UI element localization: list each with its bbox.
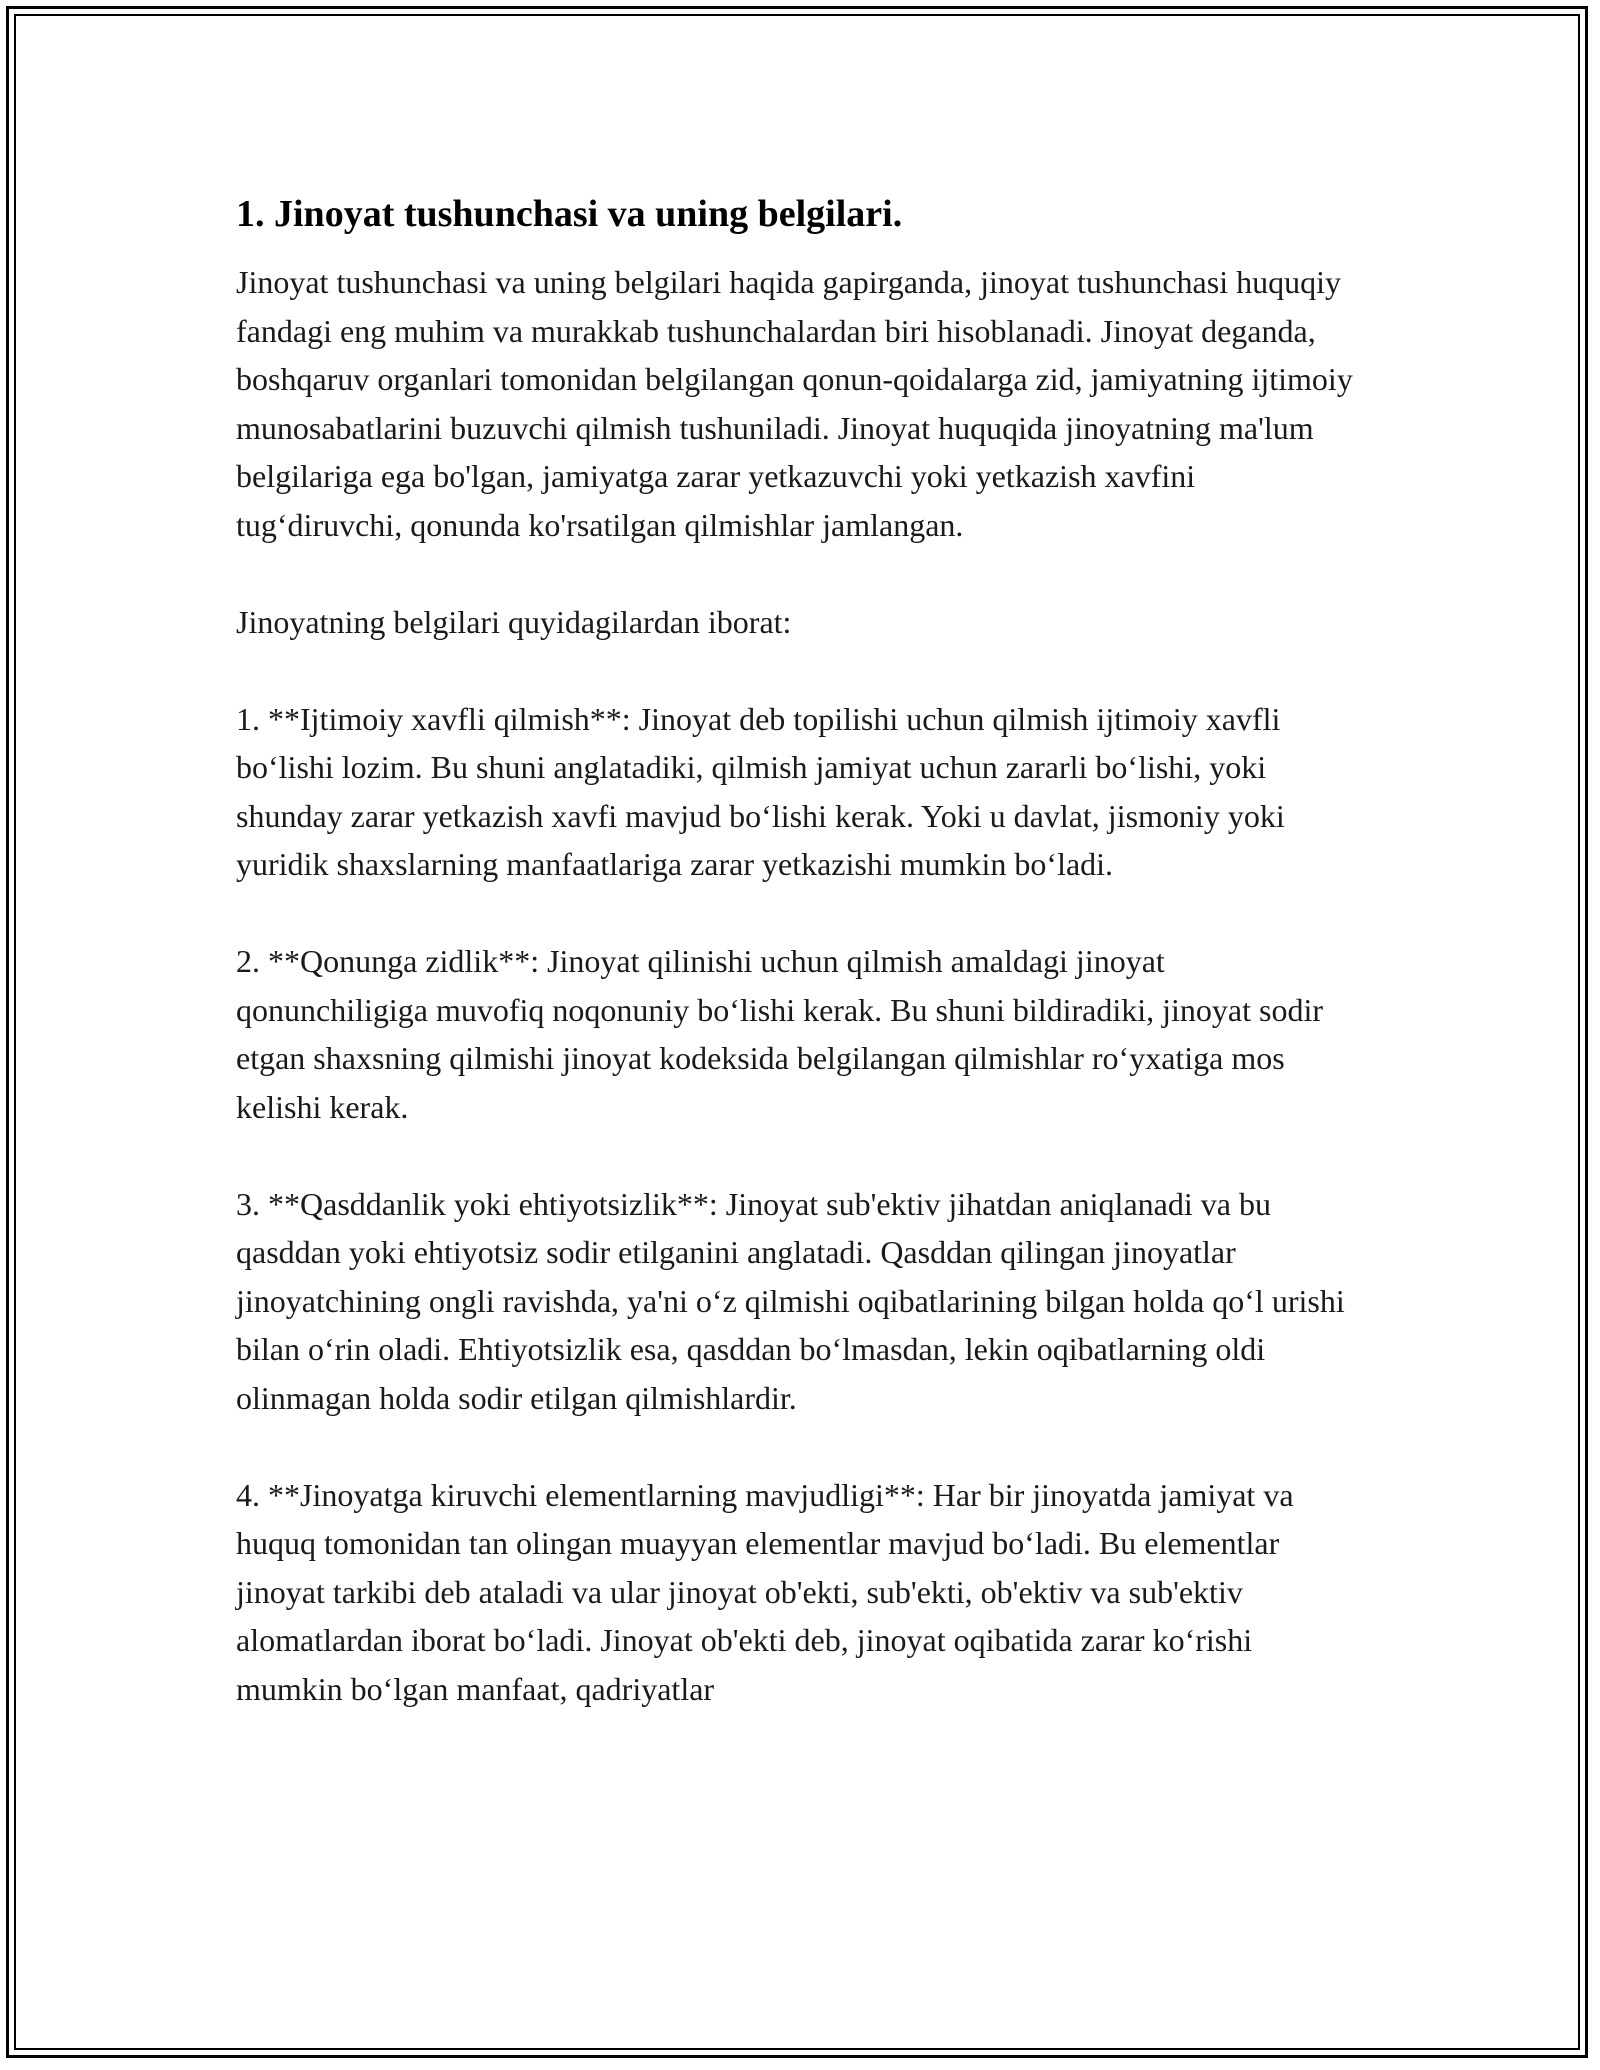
paragraph-list-intro: Jinoyatning belgilari quyidagilardan iborat: xyxy=(236,603,792,640)
document-body xyxy=(236,190,1356,1762)
paragraph-item-2: 2. **Qonunga zidlik**: Jinoyat qilinishi uchun qilmish amaldagi jinoyat qonunchiligiga muvofiq noqonuniy bo‘lishi kerak. Bu shuni bildiradiki, jinoyat sodir etgan shaxsning qilmishi jinoyat kodeksida belgilangan qilmishlar ro‘yxatiga mos kelishi kerak. xyxy=(236,943,1324,1125)
paragraph-item-1: 1. **Ijtimoiy xavfli qilmish**: Jinoyat deb topilishi uchun qilmish ijtimoiy xavfli bo‘lishi lozim. Bu shuni anglatadiki, qilmish jamiyat uchun zararli bo‘lishi, yoki shunday zarar yetkazish xavfi mavjud bo‘lishi kerak. Yoki u davlat, jismoniy yoki yuridik shaxslarning manfaatlariga zarar yetkazishi mumkin bo‘ladi. xyxy=(236,700,1285,882)
paragraph-item-3: 3. **Qasddanlik yoki ehtiyotsizlik**: Jinoyat sub'ektiv jihatdan aniqlanadi va bu qasddan yoki ehtiyotsiz sodir etilganini anglatadi. Qasddan qilingan jinoyatlar jinoyatchining ongli ravishda, ya'ni o‘z qilmishi oqibatlarining bilgan holda qo‘l urishi bilan o‘rin oladi. Ehtiyotsizlik esa, qasddan bo‘lmasdan, lekin oqibatlarning oldi olinmagan holda sodir etilgan qilmishlardir. xyxy=(236,1185,1345,1416)
section-heading: 1. Jinoyat tushunchasi va uning belgilari. xyxy=(236,193,903,235)
paragraph-item-4: 4. **Jinoyatga kiruvchi elementlarning mavjudligi**: Har bir jinoyatda jamiyat va huquq tomonidan tan olingan muayyan elementlar mavjud bo‘ladi. Bu elementlar jinoyat tarkibi deb ataladi va ular jinoyat ob'ekti, sub'ekti, ob'ektiv va sub'ektiv alomatlardan iborat bo‘ladi. Jinoyat ob'ekti deb, jinoyat oqibatida zarar ko‘rishi mumkin bo‘lgan manfaat, qadriyatlar xyxy=(236,1476,1294,1707)
paragraph-intro: Jinoyat tushunchasi va uning belgilari haqida gapirganda, jinoyat tushunchasi huquqiy fandagi eng muhim va murakkab tushunchalardan biri hisoblanadi. Jinoyat deganda, boshqaruv organlari tomonidan belgilangan qonun-qoidalarga zid, jamiyatning ijtimoiy munosabatlarini buzuvchi qilmish tushuniladi. Jinoyat huquqida jinoyatning ma'lum belgilariga ega bo'lgan, jamiyatga zarar yetkazuvchi yoki yetkazish xavfini tug‘diruvchi, qonunda ko'rsatilgan qilmishlar jamlangan. xyxy=(236,264,1353,543)
